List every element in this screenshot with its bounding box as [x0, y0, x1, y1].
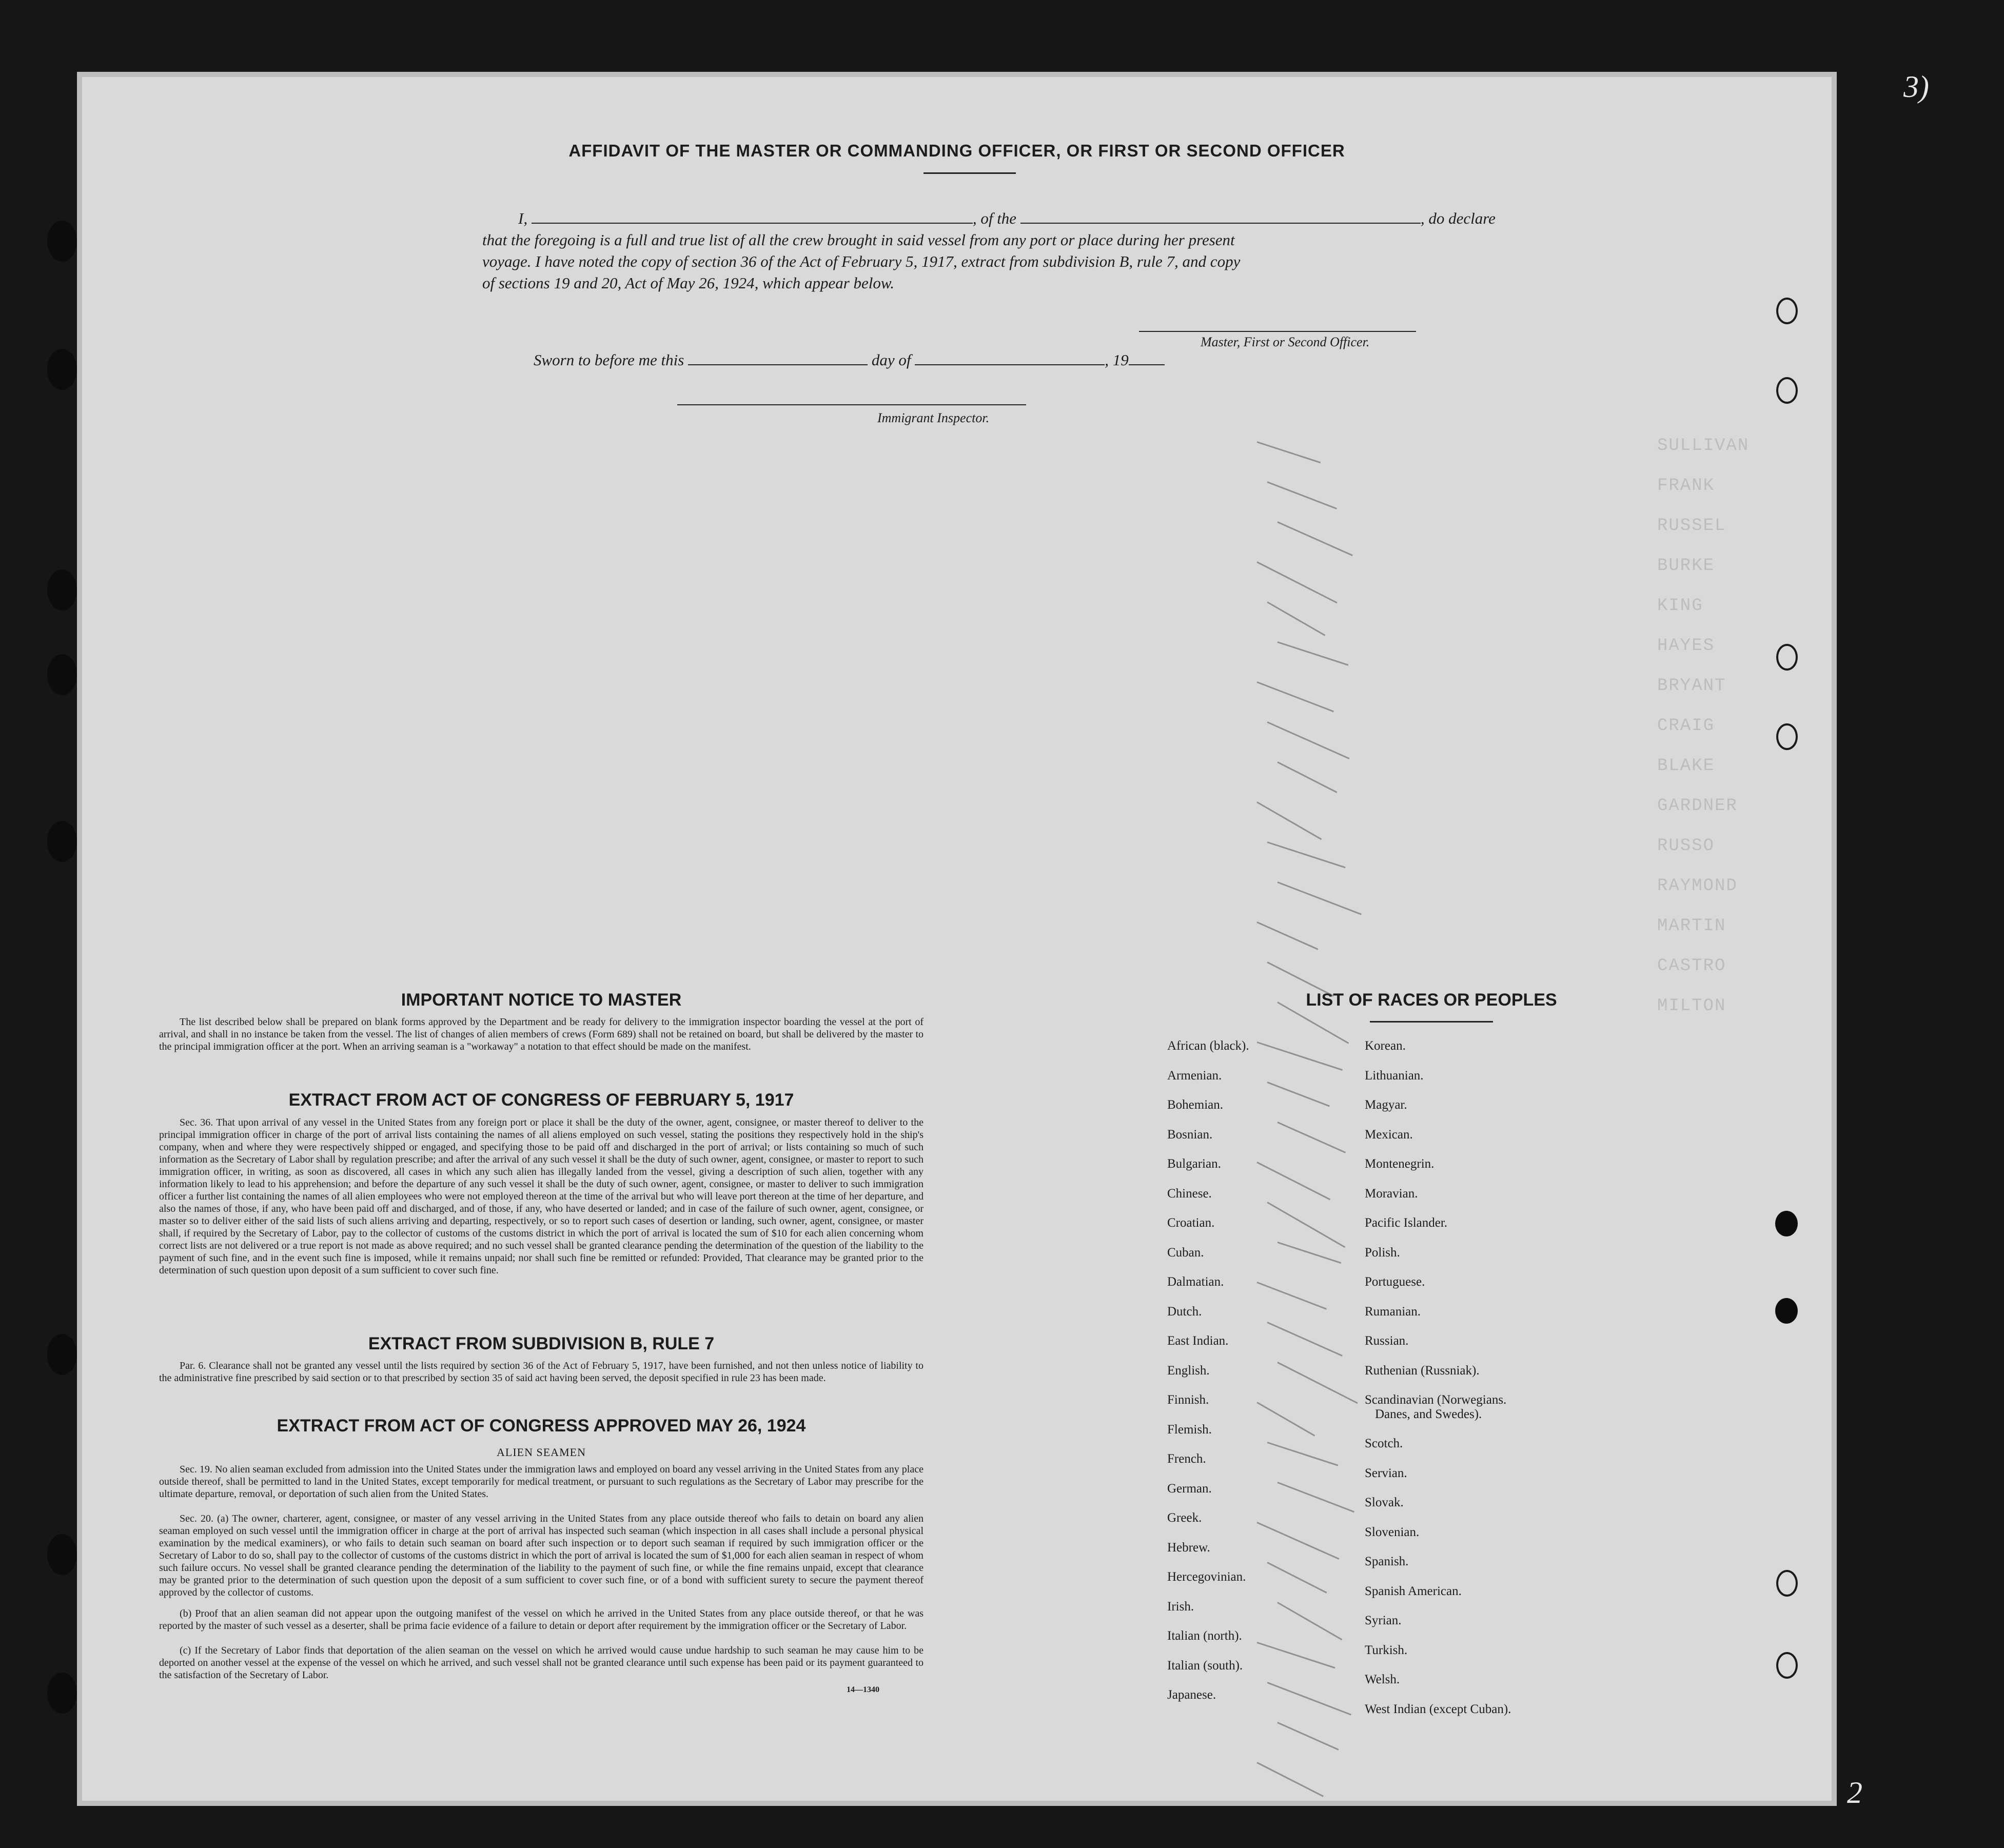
affidavit-line-1: [518, 209, 1544, 228]
pencil-mark: [1256, 681, 1333, 712]
extract-1924-title: EXTRACT FROM ACT OF CONGRESS APPROVED MAY 26, 1924: [277, 1416, 806, 1436]
race-item: Rumanian.: [1365, 1304, 1421, 1319]
race-item: Scotch.: [1365, 1437, 1403, 1450]
corner-bottom-mark: 2: [1847, 1776, 1862, 1810]
race-item: Turkish.: [1365, 1643, 1408, 1657]
alien-seamen-subtitle: ALIEN SEAMEN: [497, 1446, 586, 1459]
pencil-mark: [1278, 1242, 1342, 1264]
title-underline: [924, 172, 1016, 174]
binder-ring: [1776, 298, 1798, 324]
race-item: Finnish.: [1167, 1393, 1209, 1407]
document-page: [77, 72, 1837, 1806]
binder-ring: [1776, 1570, 1798, 1597]
pencil-mark: [1277, 1602, 1342, 1640]
race-item: German.: [1167, 1481, 1212, 1496]
binder-ring: [1776, 377, 1798, 404]
race-item: Portuguese.: [1365, 1275, 1425, 1289]
ghost-row-text: HAYES: [1657, 636, 1715, 656]
rule-7-body: Par. 6. Clearance shall not be granted any vessel until the lists required by section 36 of the Act of February 5, 1917, have been furnished, and not then unless notice of liability to the administrative fine prescribed by said section or to that prescribed by section 35 of said act having been served, the deposit specified in rule 23 has been made.: [159, 1360, 924, 1384]
inspector-caption: Immigrant Inspector.: [877, 410, 990, 425]
ghost-row-text: BRYANT: [1657, 676, 1726, 696]
race-item: Hercegovinian.: [1167, 1570, 1246, 1584]
pencil-mark: [1277, 521, 1352, 556]
race-item: African (black).: [1167, 1039, 1249, 1053]
affidavit-i: I,: [518, 209, 528, 227]
form-number: 14—1340: [847, 1685, 879, 1694]
race-item: Irish.: [1167, 1599, 1194, 1614]
binder-ring: [1776, 723, 1798, 750]
pencil-mark: [1256, 1402, 1315, 1437]
affidavit-declare: , do declare: [1420, 209, 1496, 227]
race-item: Cuban.: [1167, 1245, 1204, 1260]
race-item: Greek.: [1167, 1511, 1202, 1525]
sec-20c-body: (c) If the Secretary of Labor finds that deportation of the alien seaman on the vessel on which he arrived would cause undue hardship to such seaman he may cause him to be deported on another vessel at the expense of the vessel on which he arrived, and such vessel shall not be granted clearance until such expense has been paid or its payment guaranteed to the satisfaction of the Secretary of Labor.: [159, 1645, 924, 1681]
affidavit-title: AFFIDAVIT OF THE MASTER OR COMMANDING OFFICER, OR FIRST OR SECOND OFFICER: [568, 141, 1345, 160]
pencil-mark: [1267, 1562, 1327, 1594]
extract-1917-body: Sec. 36. That upon arrival of any vessel in the United States from any foreign port or place it shall be the duty of the owner, agent, consignee, or master thereof to deliver to the principal immigration officer in charge of the port of arrival lists containing the names of all aliens employed on such vessel, stating the positions they respectively hold in the ship's company, when and where they were respectively shipped or engaged, and specifying those to be paid off and discharged in the port of arrival; or lists containing so much of such information as the Secretary of Labor shall by regulation prescribe; and after the arrival of any such vessel it shall be the duty of such owner, agent, consignee, or master to report to such immigration officer, in writing, as soon as discovered, all cases in which any such alien has illegally landed from the vessel, giving a description of such alien, together with any information likely to lead to his apprehension; and before the departure of any such vessel it shall be the duty of such owner, agent, consignee, or master to deliver to such immigration officer a further list containing the names of all alien employees who were not employed thereon at the time of the arrival but who will leave port thereon at the time of her departure, and also the names of those, if any, who have been paid off and discharged, and of those, if any, who have deserted or landed; and in case of the failure of such owner, agent, consignee, or master so to deliver either of the said lists of such aliens arriving and departing, respectively, or so to report such cases of desertion or landing, such owner, agent, consignee, or master shall, if required by the Secretary of Labor, pay to the collector of customs of the customs district in which the port of arrival is located the sum of $10 for each alien concerning whom correct lists are not delivered or a true report is not made as above required; and no such vessel shall be granted clearance pending the determination of the question of the liability to the payment of such fine, and in the event such fine is imposed, while it remains unpaid; nor shall such fine be remitted or refunded: Provided, That clearance may be granted prior to the determination of such question upon deposit of a sum sufficient to cover such fine.: [159, 1117, 924, 1276]
pencil-mark: [1257, 1642, 1335, 1668]
race-item: Russian.: [1365, 1334, 1409, 1348]
ghost-row-text: CRAIG: [1657, 716, 1715, 736]
pencil-mark: [1277, 1362, 1358, 1404]
pencil-mark: [1267, 1322, 1342, 1356]
pencil-mark: [1267, 1682, 1351, 1716]
race-item: Bulgarian.: [1167, 1157, 1221, 1171]
day-of-text: day of: [871, 351, 911, 369]
pencil-mark: [1256, 921, 1318, 950]
pencil-mark: [1256, 561, 1337, 603]
pencil-mark: [1277, 1482, 1354, 1512]
race-item: Danes, and Swedes).: [1375, 1407, 1482, 1421]
corner-page-mark: 3): [1903, 70, 1929, 104]
race-item: Servian.: [1365, 1466, 1407, 1480]
ghost-row-text: FRANK: [1657, 476, 1715, 496]
races-title: LIST OF RACES OR PEOPLES: [1306, 990, 1557, 1010]
binder-hole: [47, 221, 77, 262]
race-item: Armenian.: [1167, 1068, 1222, 1083]
master-caption: Master, First or Second Officer.: [1201, 335, 1370, 349]
sec-20b-body: (b) Proof that an alien seaman did not appear upon the outgoing manifest of the vessel on which he arrived in the United States from any place outside thereof, or that he was reported by the master of such vessel as a deserter, shall be prima facie evidence of a failure to detain or deport after requirement by the immigration officer or the Secretary of Labor.: [159, 1608, 924, 1631]
binder-ring: [1776, 1652, 1798, 1679]
ghost-row-text: KING: [1657, 596, 1703, 616]
race-item: Croatian.: [1167, 1216, 1215, 1230]
race-item: Scandinavian (Norwegians.: [1365, 1393, 1507, 1407]
binder-hole: [47, 1334, 77, 1375]
affidavit-line-3: voyage. I have noted the copy of section 36 of the Act of February 5, 1917, extract from subdivision B, rule 7, and copy: [482, 252, 1241, 270]
affidavit-of: , of the: [972, 209, 1017, 227]
year-text: , 19: [1105, 351, 1129, 369]
pencil-mark: [1277, 761, 1337, 793]
race-item: Hebrew.: [1167, 1540, 1210, 1555]
pencil-mark: [1256, 801, 1322, 840]
pencil-mark: [1257, 441, 1321, 463]
pencil-mark: [1277, 881, 1361, 915]
binder-hole: [47, 821, 77, 862]
binder-hole: [47, 1534, 77, 1575]
race-item: West Indian (except Cuban).: [1365, 1702, 1511, 1716]
race-item: Moravian.: [1365, 1186, 1418, 1201]
race-item: Welsh.: [1365, 1673, 1400, 1686]
race-item: Mexican.: [1365, 1127, 1413, 1142]
pencil-mark: [1257, 1041, 1343, 1071]
race-item: Slovenian.: [1365, 1525, 1420, 1539]
race-item: Flemish.: [1167, 1422, 1212, 1437]
race-item: Polish.: [1365, 1245, 1400, 1260]
race-item: Lithuanian.: [1365, 1068, 1424, 1083]
race-item: Japanese.: [1167, 1688, 1216, 1702]
extract-1917-title: EXTRACT FROM ACT OF CONGRESS OF FEBRUARY 5, 1917: [288, 1090, 794, 1110]
race-item: Pacific Islander.: [1365, 1216, 1448, 1230]
race-item: French.: [1167, 1452, 1206, 1466]
race-item: Syrian.: [1365, 1614, 1402, 1627]
race-item: Dutch.: [1167, 1304, 1202, 1319]
binder-hole: [47, 349, 77, 390]
pencil-mark: [1267, 1202, 1345, 1248]
pencil-mark: [1256, 1522, 1339, 1560]
binder-hole: [47, 569, 77, 611]
inspector-signature-line: [677, 404, 1026, 405]
pencil-mark: [1256, 1762, 1324, 1797]
ghost-row-text: CASTRO: [1657, 956, 1726, 976]
sec-20a-body: Sec. 20. (a) The owner, charterer, agent, consignee, or master of any vessel arriving in the United States from any place outside thereof who fails to detain on board any alien seaman employed on such vessel until the immigration officer in charge at the port of arrival has inspected such seaman (which inspection in all cases shall include a personal physical examination by the medical examiners), or who fails to detain such seaman on board after such inspection or to deport such seaman if required by such immigration officer or the Secretary of Labor to do so, shall pay to the collector of customs of the customs district in which the port of arrival is located the sum of $1,000 for each alien seaman in respect of whom such failure occurs. No vessel shall be granted clearance pending the determination of the liability to the payment of such fine, or while the fine remains unpaid, except that clearance may be granted prior to the determination of such question upon the deposit of a sum sufficient to cover such fine, or of a bond with sufficient surety to secure the payment thereof approved by the collector of customs.: [159, 1513, 924, 1598]
race-item: Ruthenian (Russniak).: [1365, 1363, 1480, 1378]
binder-ring: [1776, 644, 1798, 671]
sworn-text: Sworn to before me this: [534, 351, 684, 369]
race-item: Italian (south).: [1167, 1658, 1243, 1673]
rule-7-title: EXTRACT FROM SUBDIVISION B, RULE 7: [368, 1334, 715, 1353]
pencil-mark: [1277, 1722, 1339, 1751]
pencil-mark: [1256, 1162, 1330, 1200]
pencil-mark: [1267, 841, 1346, 868]
race-item: Dalmatian.: [1167, 1275, 1224, 1289]
binder-hole: [47, 1673, 77, 1714]
pencil-mark: [1277, 1122, 1346, 1153]
notice-title: IMPORTANT NOTICE TO MASTER: [401, 990, 682, 1010]
pencil-mark: [1256, 1282, 1326, 1310]
race-item: Spanish.: [1365, 1555, 1409, 1568]
ghost-row-text: RUSSEL: [1657, 516, 1726, 536]
race-item: Korean.: [1365, 1039, 1406, 1053]
race-item: Spanish American.: [1365, 1584, 1462, 1598]
pencil-mark: [1267, 1442, 1339, 1466]
race-item: English.: [1167, 1363, 1210, 1378]
binder-hole: [1775, 1298, 1798, 1324]
pencil-mark: [1267, 601, 1325, 636]
ghost-row-text: RUSSO: [1657, 836, 1715, 856]
notice-body: The list described below shall be prepared on blank forms approved by the Department and be ready for delivery to the immigration inspector boarding the vessel at the port of arrival, and shall in no instance be taken from the vessel. The list of changes of alien members of crews (Form 689) shall not be retained on board, but shall be delivered by the master to the principal immigration officer at the port. When an arriving seaman is a "workaway" a notation to that effect should be made on the manifest.: [159, 1016, 924, 1052]
binder-hole: [1775, 1211, 1798, 1236]
sec-19-body: Sec. 19. No alien seaman excluded from admission into the United States under the immigration laws and employed on board any vessel arriving in the United States from any place outside thereof, shall be permitted to land in the United States, except temporarily for medical treatment, or pursuant to such regulations as the Secretary of Labor may prescribe for the ultimate departure, removal, or deportation of such alien from the United States.: [159, 1464, 924, 1500]
ghost-row-text: GARDNER: [1657, 796, 1738, 816]
race-item: Montenegrin.: [1365, 1157, 1435, 1171]
master-signature-line: [1139, 331, 1416, 332]
sworn-line: [534, 351, 1165, 369]
ghost-row-text: BLAKE: [1657, 756, 1715, 776]
race-item: Bohemian.: [1167, 1098, 1224, 1112]
pencil-mark: [1278, 641, 1349, 666]
races-title-underline: [1370, 1021, 1493, 1023]
race-item: Slovak.: [1365, 1496, 1404, 1509]
pencil-mark: [1267, 481, 1337, 509]
race-item: Chinese.: [1167, 1186, 1212, 1201]
pencil-mark: [1267, 1082, 1329, 1107]
affidavit-line-4: of sections 19 and 20, Act of May 26, 1924, which appear below.: [482, 274, 895, 292]
race-item: Bosnian.: [1167, 1127, 1213, 1142]
binder-hole: [47, 654, 77, 695]
race-item: Italian (north).: [1167, 1629, 1242, 1643]
ghost-row-text: RAYMOND: [1657, 876, 1738, 896]
ghost-row-text: BURKE: [1657, 556, 1715, 576]
affidavit-line-2: that the foregoing is a full and true list of all the crew brought in said vessel from any port or place during her present: [482, 231, 1235, 249]
ghost-row-text: SULLIVAN: [1657, 436, 1750, 456]
ghost-row-text: MARTIN: [1657, 916, 1726, 936]
race-item: Magyar.: [1365, 1098, 1407, 1112]
race-item: East Indian.: [1167, 1334, 1229, 1348]
ghost-row-text: MILTON: [1657, 996, 1726, 1016]
pencil-mark: [1267, 721, 1349, 759]
